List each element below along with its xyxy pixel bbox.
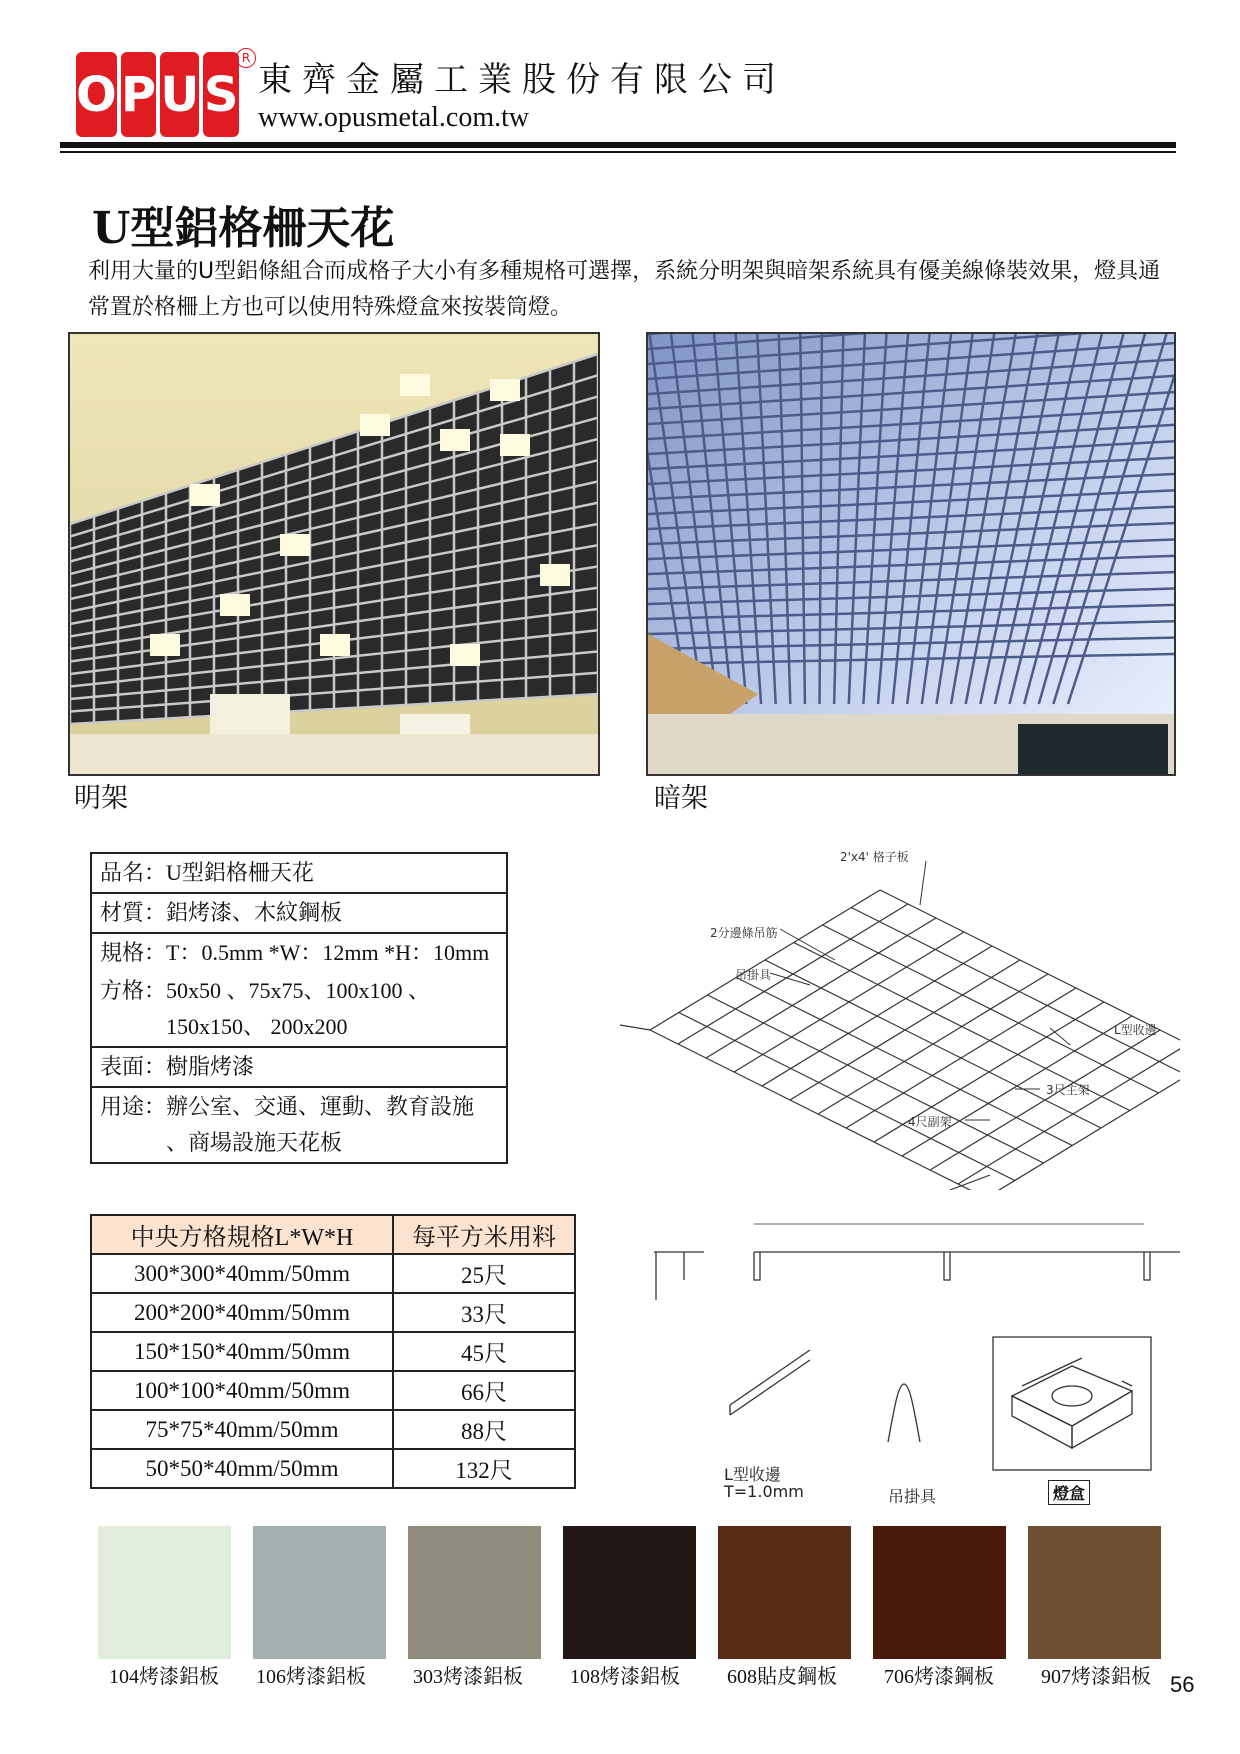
table-row bbox=[91, 1254, 575, 1293]
row-usage: 45尺 bbox=[393, 1332, 575, 1371]
spec-name: 品名：U型鋁格柵天花 bbox=[100, 860, 314, 885]
company-name: 東齊金屬工業股份有限公司 bbox=[258, 60, 786, 100]
label-3ft-main: 3尺主架 bbox=[1046, 1083, 1090, 1097]
swatch-106 bbox=[253, 1526, 386, 1659]
spec-usage-line1: 用途：辦公室、交通、運動、教育設施 bbox=[100, 1094, 475, 1119]
label-4ft-sub: 4尺副架 bbox=[908, 1115, 952, 1129]
swatch-label: 104烤漆鋁板 bbox=[109, 1666, 219, 1688]
lightbox-drawing bbox=[992, 1336, 1152, 1471]
table-row bbox=[91, 1293, 575, 1332]
l-trim-drawing bbox=[720, 1340, 820, 1425]
swatch-label: 706烤漆鋼板 bbox=[884, 1666, 994, 1688]
row-usage: 132尺 bbox=[393, 1449, 575, 1488]
grid-assembly-drawing bbox=[620, 845, 1180, 1190]
registered-mark-icon: R bbox=[236, 48, 256, 68]
spec-surface: 表面：樹脂烤漆 bbox=[92, 1046, 506, 1086]
concealed-grid-photo bbox=[646, 332, 1176, 776]
label-main-bar: 2分邊條吊筋 bbox=[710, 926, 778, 940]
exposed-grid-caption: 明架 bbox=[74, 783, 128, 814]
label-2x4-panel: 2'x4' 格子板 bbox=[840, 850, 909, 864]
spec-dimensions bbox=[92, 932, 506, 1046]
logo-letter: P bbox=[121, 52, 157, 137]
swatch-706 bbox=[873, 1526, 1006, 1659]
concealed-grid-caption: 暗架 bbox=[654, 783, 708, 814]
swatch-label: 108烤漆鋁板 bbox=[570, 1666, 680, 1688]
row-spec: 300*300*40mm/50mm bbox=[91, 1254, 393, 1293]
page-title: U型鋁格柵天花 bbox=[92, 203, 395, 254]
usage-table bbox=[90, 1214, 576, 1489]
swatch-label: 303烤漆鋁板 bbox=[413, 1666, 523, 1688]
row-usage: 88尺 bbox=[393, 1410, 575, 1449]
table-row bbox=[91, 1332, 575, 1371]
spec-usage-line2: 、商場設施天花板 bbox=[166, 1130, 343, 1155]
col-header-usage: 每平方米用料 bbox=[393, 1215, 575, 1254]
exposed-grid-photo bbox=[68, 332, 600, 776]
swatch-608 bbox=[718, 1526, 851, 1659]
intro-paragraph: 利用大量的U型鋁條組合而成格子大小有多種規格可選擇，系統分明架與暗架系統具有優美線條裝效果，燈具通常置於格柵上方也可以使用特殊燈盒來按裝筒燈。 bbox=[88, 259, 1161, 320]
swatch-label: 608貼皮鋼板 bbox=[727, 1666, 837, 1688]
logo-letter: O bbox=[76, 52, 117, 137]
row-usage: 33尺 bbox=[393, 1293, 575, 1332]
table-row bbox=[91, 1410, 575, 1449]
swatch-label: 907烤漆鋁板 bbox=[1041, 1666, 1151, 1688]
swatch-label: 106烤漆鋁板 bbox=[256, 1666, 366, 1688]
swatch-303 bbox=[408, 1526, 541, 1659]
swatch-907 bbox=[1028, 1526, 1161, 1659]
spec-material: 材質：鋁烤漆、木紋鋼板 bbox=[92, 892, 506, 932]
lightbox-label: 燈盒 bbox=[1048, 1480, 1090, 1505]
row-usage: 66尺 bbox=[393, 1371, 575, 1410]
l-trim-label: L型收邊 bbox=[724, 1465, 781, 1484]
website-url: www.opusmetal.com.tw bbox=[258, 102, 530, 133]
row-spec: 200*200*40mm/50mm bbox=[91, 1293, 393, 1332]
header-divider bbox=[60, 142, 1176, 148]
row-spec: 75*75*40mm/50mm bbox=[91, 1410, 393, 1449]
table-row bbox=[91, 1371, 575, 1410]
row-usage: 25尺 bbox=[393, 1254, 575, 1293]
spec-grid-line1: 方格：50x50 、75x75、100x100 、 bbox=[100, 978, 431, 1003]
label-hanger: 吊掛具 bbox=[735, 968, 772, 982]
hanger-drawing bbox=[880, 1380, 930, 1450]
opus-logo bbox=[76, 52, 239, 137]
page-number: 56 bbox=[1170, 1672, 1195, 1697]
col-header-spec: 中央方格規格L*W*H bbox=[91, 1215, 393, 1254]
swatch-104 bbox=[98, 1526, 231, 1659]
spec-table bbox=[90, 852, 508, 1164]
spec-grid-line2: 150x150、 200x200 bbox=[166, 1014, 348, 1039]
spec-dimensions-text: 規格：T：0.5mm *W：12mm *H：10mm bbox=[100, 940, 490, 965]
u-profile-section-drawing bbox=[604, 1210, 1180, 1320]
label-l-edge: L型收邊 bbox=[1114, 1023, 1157, 1037]
table-row bbox=[91, 1449, 575, 1488]
logo-letter: S bbox=[203, 52, 239, 137]
header-divider-thin bbox=[60, 151, 1176, 153]
row-spec: 150*150*40mm/50mm bbox=[91, 1332, 393, 1371]
hanger-label: 吊掛具 bbox=[888, 1487, 937, 1506]
spec-usage bbox=[92, 1086, 506, 1162]
l-trim-thickness: T=1.0mm bbox=[724, 1482, 804, 1501]
row-spec: 50*50*40mm/50mm bbox=[91, 1449, 393, 1488]
logo-letter: U bbox=[160, 52, 199, 137]
swatch-108 bbox=[563, 1526, 696, 1659]
row-spec: 100*100*40mm/50mm bbox=[91, 1371, 393, 1410]
